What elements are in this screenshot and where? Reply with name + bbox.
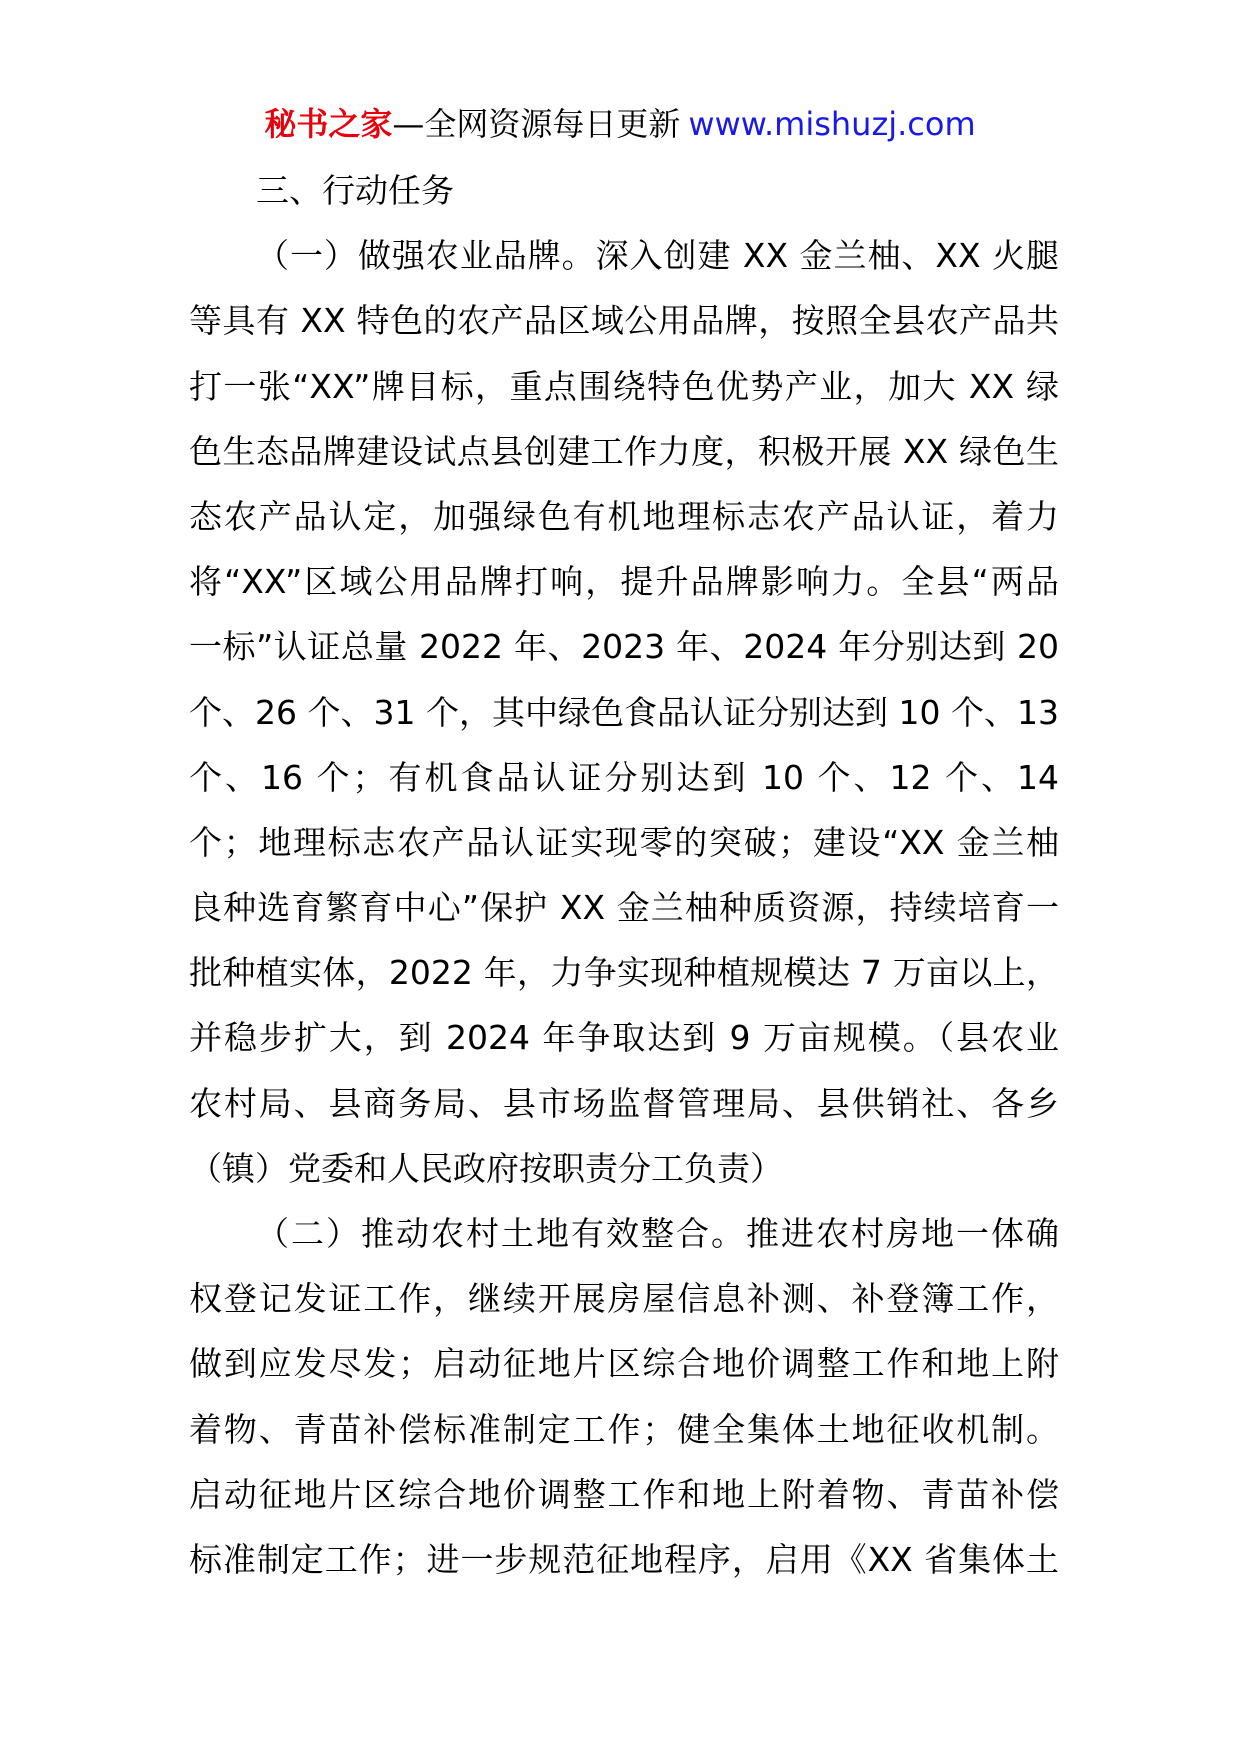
text-line: 标准制定工作；进一步规范征地程序，启用《XX 省集体土 bbox=[189, 1539, 1059, 1579]
text-line: 良种选育繁育中心”保护 XX 金兰柚种质资源，持续培育一 bbox=[189, 888, 1059, 928]
document-body bbox=[189, 158, 1059, 1592]
text-line: 个；地理标志农产品认证实现零的突破；建设“XX 金兰柚 bbox=[189, 822, 1059, 862]
paragraph-2 bbox=[189, 1201, 1059, 1592]
text-line: 着物、青苗补偿标准制定工作；健全集体土地征收机制。 bbox=[189, 1409, 1059, 1449]
text-line: 色生态品牌建设试点县创建工作力度，积极开展 XX 绿色生 bbox=[189, 431, 1059, 471]
text-line: 等具有 XX 特色的农产品区域公用品牌，按照全县农产品共 bbox=[189, 301, 1059, 341]
brand-name: 秘书之家 bbox=[264, 105, 393, 143]
site-url-link[interactable]: www.mishuzj.com bbox=[688, 105, 976, 143]
text-line: （二）推动农村土地有效整合。推进农村房地一体确 bbox=[256, 1214, 1059, 1253]
paragraph-1 bbox=[189, 223, 1059, 1201]
text-line: （一）做强农业品牌。深入创建 XX 金兰柚、XX 火腿 bbox=[256, 236, 1059, 276]
text-line: （镇）党委和人民政府按职责分工负责） bbox=[189, 1148, 783, 1188]
text-line: 权登记发证工作，继续开展房屋信息补测、补登簿工作， bbox=[189, 1279, 1059, 1319]
page-header bbox=[0, 100, 1240, 148]
text-line: 并稳步扩大，到 2024 年争取达到 9 万亩规模。（县农业 bbox=[189, 1018, 1059, 1058]
text-line: 态农产品认定，加强绿色有机地理标志农产品认证，着力 bbox=[189, 496, 1059, 536]
text-line: 个、26 个、31 个，其中绿色食品认证分别达到 10 个、13 bbox=[189, 692, 1059, 732]
text-line: 农村局、县商务局、县市场监督管理局、县供销社、各乡 bbox=[189, 1083, 1059, 1123]
section-heading: 三、行动任务 bbox=[256, 171, 454, 210]
header-tagline: —全网资源每日更新 bbox=[392, 105, 681, 143]
text-line: 打一张“XX”牌目标，重点围绕特色优势产业，加大 XX 绿 bbox=[189, 366, 1059, 406]
text-line: 个、16 个；有机食品认证分别达到 10 个、12 个、14 bbox=[189, 757, 1059, 797]
text-line: 批种植实体，2022 年，力争实现种植规模达 7 万亩以上， bbox=[189, 953, 1059, 993]
text-line: 做到应发尽发；启动征地片区综合地价调整工作和地上附 bbox=[189, 1344, 1059, 1384]
text-line: 将“XX”区域公用品牌打响，提升品牌影响力。全县“两品 bbox=[189, 562, 1059, 602]
text-line: 一标”认证总量 2022 年、2023 年、2024 年分别达到 20 bbox=[189, 627, 1059, 667]
text-line: 启动征地片区综合地价调整工作和地上附着物、青苗补偿 bbox=[189, 1474, 1059, 1514]
